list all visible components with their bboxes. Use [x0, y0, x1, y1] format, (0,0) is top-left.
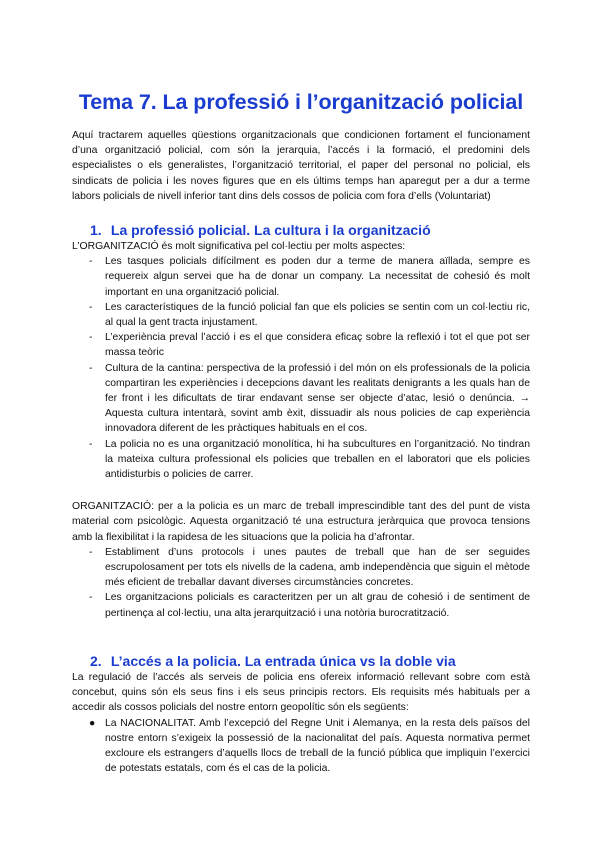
list-item-text: Cultura de la cantina: perspectiva de la professió i del món on els professionals de la policia compartiran les experiències i decepcions davant les realitats denigrants a les quals han de fer front i les dificultats de tirar endavant sense ser objecte d’atac, lesió o denúncia. → Aquesta cultura intentarà, sovint amb èxit, dissuadir als nous policies de cap experiència innovadora diferent de les pràctiques habituals en el cos. — [105, 362, 530, 435]
list-item-text: La NACIONALITAT. Amb l’excepció del Regne Unit i Alemanya, en la resta dels països del nostre entorn s’exigeix la possessió de la nacionalitat del país. Aquesta normativa permet excloure els estrangers d’aquells llocs de treball de la funció pública que impliquin l’exercici de potestats estatals, com és el cas de la policia. — [105, 717, 530, 775]
list-item — [72, 361, 530, 437]
dash-bullet: - — [89, 592, 93, 604]
dash-bullet: - — [89, 332, 93, 344]
organization-list — [72, 545, 530, 621]
dash-bullet: - — [89, 362, 93, 374]
section-1-heading — [72, 221, 530, 239]
section-1-list — [72, 254, 530, 482]
dot-bullet: ● — [89, 717, 96, 729]
list-item-text: Les organitzacions policials es caracteritzen per un alt grau de cohesió i de sentiment de pertinença al col·lectiu, una alta jerarquització i una notòria burocratització. — [105, 592, 530, 619]
section-1-title: La professió policial. La cultura i la organització — [110, 222, 431, 239]
dash-bullet: - — [89, 438, 93, 450]
section-1-number: 1. — [90, 222, 102, 239]
section-2-lead: La regulació de l’accés als serveis de policia ens ofereix informació rellevant sobre com està concebut, quins són els seus fins i els seus principis rectors. Els requisits més habituals per a accedir als cossos policials del nostre entorn geopolític són els següents: — [72, 671, 530, 714]
list-item-text: Les característiques de la funció policial fan que els policies se sentin com un col·lectiu ric, al qual la gent tracta injustament. — [105, 301, 530, 329]
section-1-lead: L’ORGANITZACIÓ és molt significativa pel col·lectiu per molts aspectes: — [72, 241, 406, 253]
page-title: Tema 7. La professió i l’organització policial — [78, 90, 524, 114]
list-item-text: La policia no es una organització monolítica, hi ha subcultures en l’organització. No tindran la mateixa cultura professional els policies que treballen en el laboratori que els policies antidisturbis o policies de carrer. — [105, 438, 530, 481]
section-2-heading — [72, 652, 530, 670]
section-2-list — [72, 716, 530, 777]
list-item — [72, 437, 530, 483]
intro-paragraph: Aquí tractarem aquelles qüestions organitzacionals que condicionen fortament el funcionament d’una organització policial, com són la jerarquia, l’accés i la formació, el predomini dels especialistes o els generalistes, l’organització territorial, el paper del personal no policial, els sindicats de policia i les noves figures que en els últims temps han aparegut per a dur a terme labors policials de nivell inferior tant dins dels cossos de policia com fora d’ells (Voluntariat) — [72, 130, 530, 202]
section-2-title: L’accés a la policia. La entrada única vs la doble via — [110, 652, 456, 669]
dash-bullet: - — [89, 546, 93, 558]
list-item — [72, 254, 530, 300]
dash-bullet: - — [89, 301, 93, 313]
list-item — [72, 590, 530, 620]
list-item-text: Les tasques policials difícilment es poden dur a terme de manera aïllada, sempre es requereix algun servei que ha de donar un company. La necessitat de cohesió és molt important en una organització policial. — [105, 256, 530, 298]
dash-bullet: - — [89, 256, 93, 268]
list-item — [72, 300, 530, 330]
organization-paragraph: ORGANITZACIÓ: per a la policia es un marc de treball imprescindible tant des del punt de vista material com psicològic. Aquesta organització té una estructura jeràrquica que provoca tensions amb la flexibilitat i la rapidesa de les situacions que la policia ha d’afrontar. — [72, 501, 530, 543]
section-2-number: 2. — [90, 652, 102, 669]
list-item — [72, 330, 530, 360]
list-item — [72, 545, 530, 591]
list-item — [72, 716, 530, 777]
list-item-text: Establiment d’uns protocols i unes pautes de treball que han de ser seguides escrupolosament per tots els nivells de la cadena, amb independència que siguin el mètode més eficient de treballar davant diverses circumstàncies concretes. — [105, 546, 530, 589]
list-item-text: L’experiència preval l’acció i es el que considera eficaç sobre la reflexió i tot el que pot ser massa teòric — [105, 332, 530, 359]
